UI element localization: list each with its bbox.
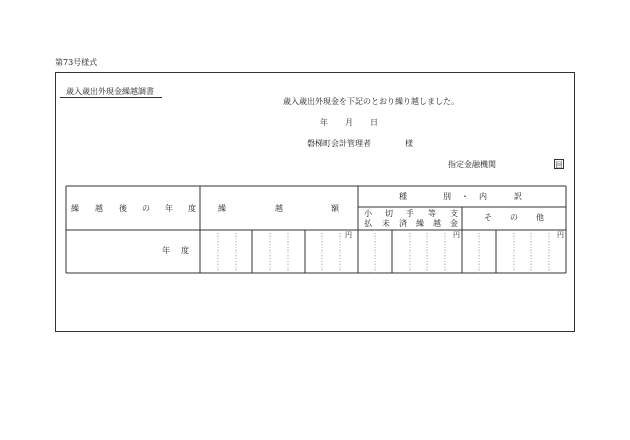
year-cell-char: 年 [162, 246, 170, 255]
header-char: 未 [382, 219, 390, 228]
header-char: 等 [428, 209, 436, 218]
amount-yen-unit: 円 [345, 231, 352, 239]
header-char: 訳 [514, 192, 522, 201]
header-char: 払 [364, 219, 372, 228]
header-char: 済 [399, 219, 407, 228]
header-char: そ [484, 213, 492, 222]
header-char: 越 [95, 204, 103, 213]
header-char: 繰 [71, 204, 79, 213]
header-char: 別 [443, 192, 451, 201]
date-day-label: 日 [370, 118, 378, 127]
header-char: 額 [331, 204, 339, 213]
header-char: 支 [450, 209, 458, 218]
header-char: 内 [479, 192, 487, 201]
header-char: の [510, 213, 518, 222]
header-char: ・ [461, 192, 469, 201]
date-year-label: 年 [320, 118, 328, 127]
header-char: 越 [433, 219, 441, 228]
date-month-label: 月 [345, 118, 353, 127]
seal-box: 回 [555, 161, 563, 169]
document-title: 歳入歳出外現金繰越調書 [66, 87, 154, 96]
header-char: 繰 [416, 219, 424, 228]
treasurer-honorific: 様 [405, 139, 413, 148]
header-char: 度 [188, 204, 196, 213]
header-char: 種 [399, 192, 407, 201]
statement-text: 歳入歳出外現金を下記のとおり繰り越しました。 [283, 97, 459, 106]
header-char: 越 [275, 204, 283, 213]
header-char: 切 [385, 209, 393, 218]
header-char: 小 [364, 209, 372, 218]
header-char: 他 [536, 213, 544, 222]
year-cell-char: 度 [181, 246, 189, 255]
header-char: 金 [450, 219, 458, 228]
other-yen-unit: 円 [557, 231, 564, 239]
form-number: 第73号様式 [55, 58, 98, 67]
header-char: 後 [119, 204, 127, 213]
checks-yen-unit: 円 [453, 231, 460, 239]
header-char: 年 [165, 204, 173, 213]
header-char: 繰 [218, 204, 226, 213]
treasurer-name: 磐梯町会計管理者 [307, 139, 371, 148]
header-char: の [142, 204, 150, 213]
header-char: 手 [406, 209, 414, 218]
bank-label: 指定金融機関 [448, 160, 496, 169]
